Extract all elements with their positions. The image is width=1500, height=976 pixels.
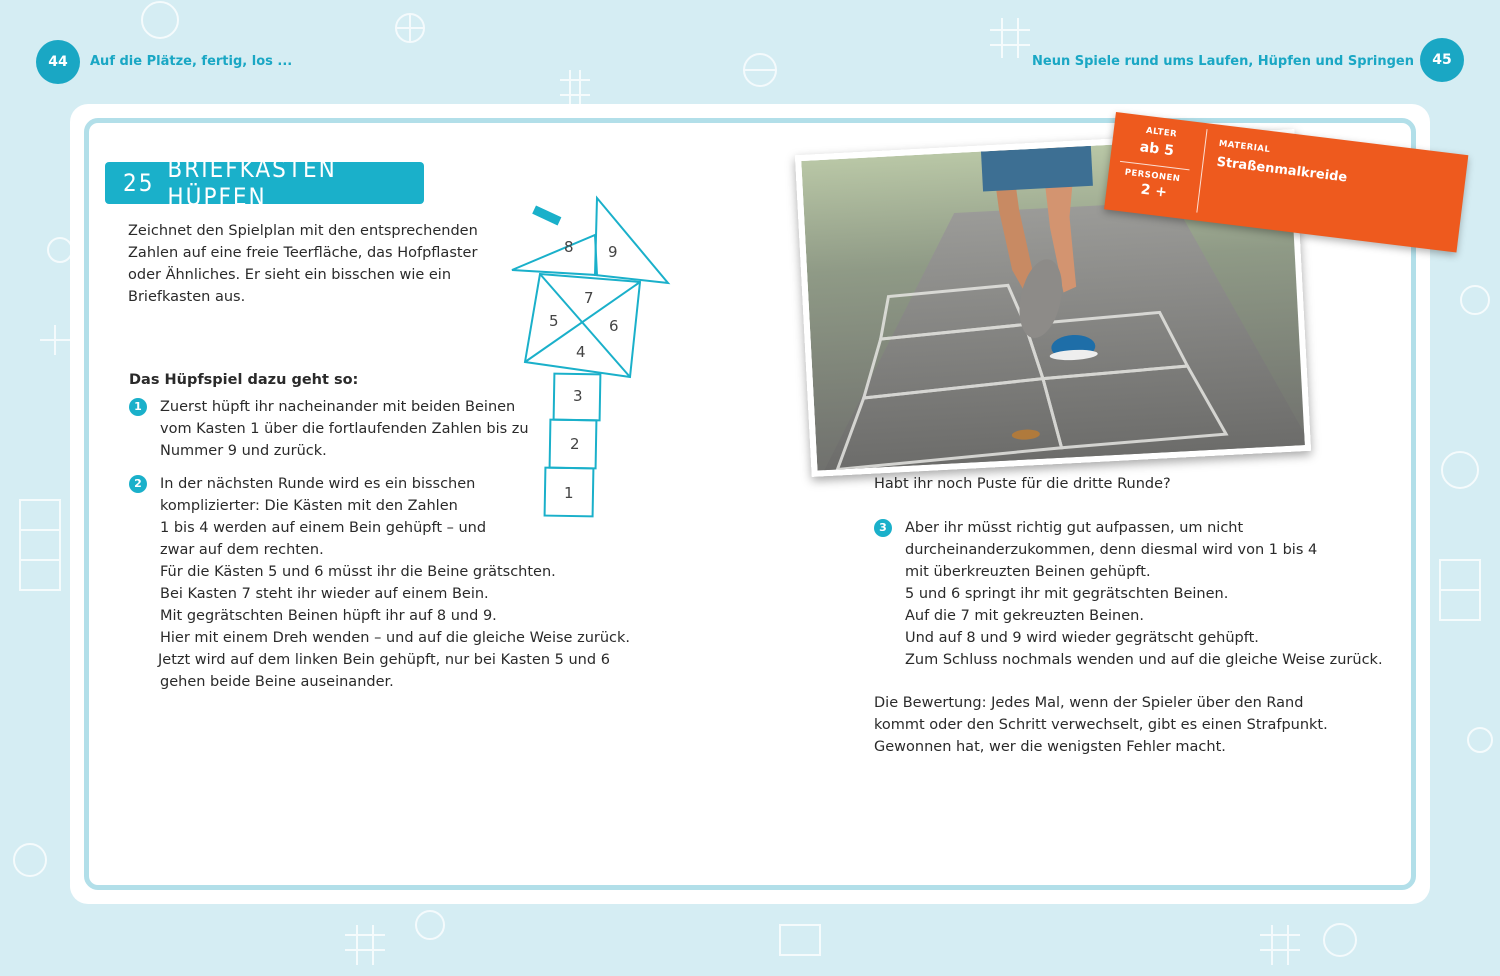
step-line: zwar auf dem rechten. <box>160 542 324 558</box>
diagram-number-1: 1 <box>564 484 574 502</box>
step-line: gehen beide Beine auseinander. <box>160 674 394 690</box>
age-label: ALTER <box>1145 125 1178 140</box>
intro-line: Zahlen auf eine freie Teerfläche, das Hofpflaster <box>128 245 478 261</box>
diagram-number-7: 7 <box>584 289 594 307</box>
info-divider <box>1196 129 1207 212</box>
diagram-number-9: 9 <box>608 243 618 261</box>
running-title-left: Auf die Plätze, fertig, los ... <box>90 54 293 69</box>
diagram-roof-left <box>512 235 597 275</box>
step-line: komplizierter: Die Kästen mit den Zahlen <box>160 498 458 514</box>
step-line: Und auf 8 und 9 wird wieder gegrätscht gehüpft. <box>905 630 1259 646</box>
evaluation-paragraph <box>874 692 1344 758</box>
step-line: mit überkreuzten Beinen gehüpft. <box>905 564 1151 580</box>
evaluation-line: kommt oder den Schritt verwechselt, gibt es einen Strafpunkt. <box>874 717 1328 733</box>
step-line: In der nächsten Runde wird es ein bisschen <box>160 476 476 492</box>
material-label: MATERIAL <box>1218 138 1271 156</box>
game-title: BRIEFKASTEN HÜPFEN <box>167 155 337 211</box>
diagram-mail-slot <box>532 205 561 225</box>
diagram-number-2: 2 <box>570 435 580 453</box>
step-line: Nummer 9 und zurück. <box>160 443 327 459</box>
persons-value: 2 + <box>1139 181 1168 201</box>
step-1 <box>129 396 529 462</box>
evaluation-line: Gewonnen hat, wer die wenigsten Fehler macht. <box>874 739 1226 755</box>
page-number-left: 44 <box>36 40 80 84</box>
age-value: ab 5 <box>1138 139 1175 160</box>
step-line: Bei Kasten 7 steht ihr wieder auf einem Bein. <box>160 586 489 602</box>
step-line: Zum Schluss nochmals wenden und auf die gleiche Weise zurück. <box>905 652 1383 668</box>
third-round-question: Habt ihr noch Puste für die dritte Runde? <box>874 476 1171 492</box>
step-line: Mit gegrätschten Beinen hüpft ihr auf 8 und 9. <box>160 608 497 624</box>
step-line: Aber ihr müsst richtig gut aufpassen, um nicht <box>905 520 1244 536</box>
step-line: Auf die 7 mit gekreuzten Beinen. <box>905 608 1144 624</box>
game-title-box <box>105 155 424 211</box>
step-3-marker: 3 <box>874 519 892 537</box>
step-2-marker: 2 <box>129 475 147 493</box>
step-1-marker: 1 <box>129 398 147 416</box>
intro-line: Briefkasten aus. <box>128 289 246 305</box>
diagram-box-cross <box>525 274 640 377</box>
intro-paragraph <box>128 220 488 308</box>
diagram-number-8: 8 <box>564 238 574 256</box>
step-line: durcheinanderzukommen, denn diesmal wird von 1 bis 4 <box>905 542 1318 558</box>
diagram-number-4: 4 <box>576 343 586 361</box>
material-value: Straßenmalkreide <box>1215 154 1348 186</box>
diagram-roof-right <box>595 198 668 283</box>
page-number-right: 45 <box>1420 38 1464 82</box>
running-title-right: Neun Spiele rund ums Laufen, Hüpfen und Springen <box>1032 54 1414 69</box>
persons-label: PERSONEN <box>1124 167 1181 185</box>
step-line: 5 und 6 springt ihr mit gegrätschten Beinen. <box>905 586 1229 602</box>
game-number: 25 <box>123 169 155 197</box>
diagram-number-3: 3 <box>573 387 583 405</box>
step-line: Jetzt wird auf dem linken Bein gehüpft, nur bei Kasten 5 und 6 <box>158 652 610 668</box>
step-line: 1 bis 4 werden auf einem Bein gehüpft – und <box>160 520 487 536</box>
diagram-number-5: 5 <box>549 312 559 330</box>
rules-heading: Das Hüpfspiel dazu geht so: <box>129 372 359 388</box>
step-line: Hier mit einem Dreh wenden – und auf die gleiche Weise zurück. <box>160 630 631 646</box>
intro-line: Zeichnet den Spielplan mit den entsprechenden <box>128 223 478 239</box>
intro-line: oder Ähnliches. Er sieht ein bisschen wie ein <box>128 267 452 283</box>
step-3 <box>874 517 1383 671</box>
step-line: vom Kasten 1 über die fortlaufenden Zahlen bis zu <box>160 421 529 437</box>
diagram-number-6: 6 <box>609 317 619 335</box>
step-2 <box>129 473 630 693</box>
step-line: Für die Kästen 5 und 6 müsst ihr die Beine grätschten. <box>160 564 556 580</box>
step-line: Zuerst hüpft ihr nacheinander mit beiden Beinen <box>160 399 516 415</box>
evaluation-line: Die Bewertung: Jedes Mal, wenn der Spieler über den Rand <box>874 695 1304 711</box>
